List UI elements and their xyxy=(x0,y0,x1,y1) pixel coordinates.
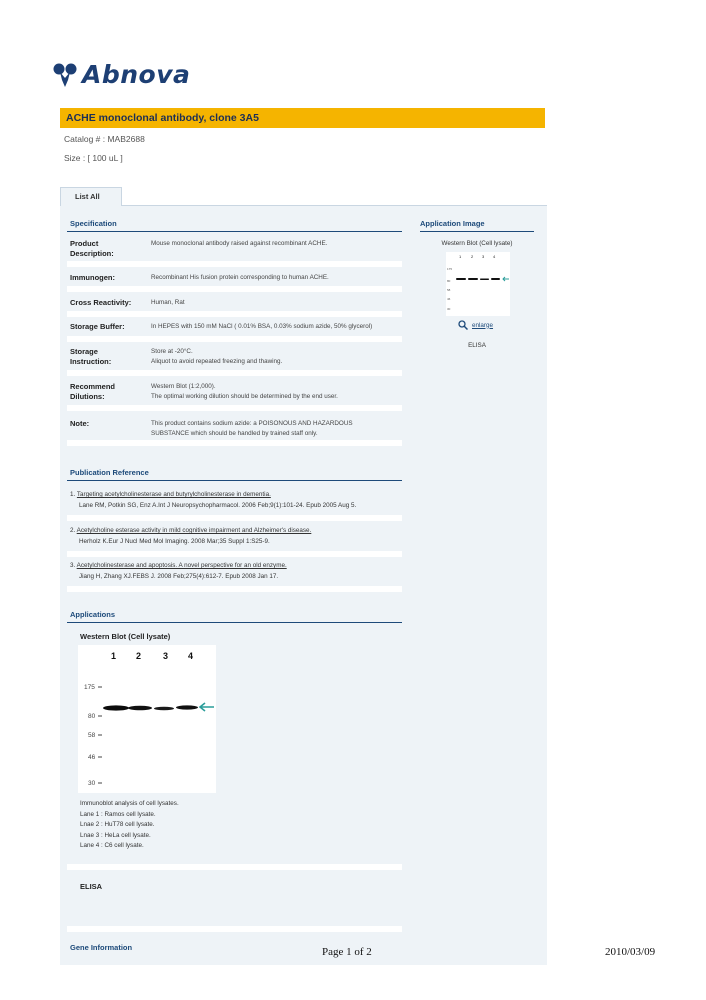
western-blot-title: Western Blot (Cell lysate) xyxy=(80,632,171,641)
application-image-divider xyxy=(420,231,534,232)
publication-num: 1. xyxy=(70,491,76,498)
publication-item xyxy=(70,525,405,547)
enlarge-link[interactable] xyxy=(458,320,493,330)
immuno-line: Immunoblot analysis of cell lysates. xyxy=(80,800,179,807)
specification-divider xyxy=(67,231,402,232)
marker-58: 58 xyxy=(88,732,96,739)
spec-value-product-description: Mouse monoclonal antibody raised against recombinant ACHE. xyxy=(151,240,328,247)
spec-label-note: Note: xyxy=(70,419,90,428)
marker-46: 46 xyxy=(88,754,96,761)
row-separator xyxy=(67,261,402,267)
publication-citation: Jiang H, Zhang XJ.FEBS J. 2008 Feb;275(4):612-7. Epub 2008 Jan 17. xyxy=(79,573,279,580)
tab-list-all[interactable]: List All xyxy=(60,187,122,206)
publication-item xyxy=(70,560,405,582)
immuno-line: Lane 4 : C6 cell lysate. xyxy=(80,842,144,849)
publication-divider xyxy=(67,480,402,481)
row-separator xyxy=(67,515,402,521)
row-separator xyxy=(67,440,402,446)
row-separator xyxy=(67,370,402,376)
product-size: Size : [ 100 uL ] xyxy=(64,153,123,163)
publication-citation: Lane RM, Potkin SG, Enz A.Int J Neuropsychopharmacol. 2006 Feb;9(1):101-24. Epub 2005 Aug 5. xyxy=(79,502,357,509)
spec-label-immunogen: Immunogen: xyxy=(70,273,115,282)
lane-label-4: 4 xyxy=(188,651,194,661)
band-lane-3 xyxy=(154,707,174,711)
row-separator xyxy=(67,336,402,342)
band-lane-2 xyxy=(128,706,152,711)
band-lane-1 xyxy=(103,705,129,710)
application-image-caption: Western Blot (Cell lysate) xyxy=(441,240,513,247)
specification-heading: Specification xyxy=(70,219,117,228)
band-arrow-icon xyxy=(200,703,214,711)
spec-value-storage-buffer: In HEPES with 150 mM NaCl ( 0.01% BSA, 0.03% sodium azide, 50% glycerol) xyxy=(151,323,373,330)
thumb-lane-3: 3 xyxy=(482,254,485,259)
thumb-lane-1: 1 xyxy=(459,254,462,259)
catalog-number: Catalog # : MAB2688 xyxy=(64,134,145,144)
abnova-logo xyxy=(52,60,190,89)
thumb-lane-4: 4 xyxy=(493,254,496,259)
row-separator xyxy=(67,926,402,932)
print-date: 2010/03/09 xyxy=(605,946,656,958)
spec-label-cross-reactivity: Cross Reactivity: xyxy=(70,298,132,307)
row-separator xyxy=(67,551,402,557)
lane-label-3: 3 xyxy=(163,651,169,661)
publication-num: 2. xyxy=(70,527,76,534)
enlarge-label: enlarge xyxy=(472,321,494,329)
immunoblot-description xyxy=(80,799,179,852)
thumb-marker-175: 175 xyxy=(447,267,453,271)
elisa-heading: ELISA xyxy=(80,882,103,891)
lane-label-2: 2 xyxy=(136,651,142,661)
publication-title-link[interactable]: Targeting acetylcholinesterase and butyrylcholinesterase in dementia. xyxy=(76,491,271,498)
row-separator xyxy=(67,405,402,411)
western-blot-thumbnail[interactable] xyxy=(446,252,510,316)
publication-title-link[interactable]: Acetylcholinesterase and apoptosis. A novel perspective for an old enzyme. xyxy=(76,562,287,569)
spec-label-storage-instruction: Storage Instruction: xyxy=(70,347,112,366)
application-image-elisa[interactable]: ELISA xyxy=(468,342,486,349)
thumb-band-1 xyxy=(456,278,466,280)
row-separator xyxy=(67,286,402,292)
applications-divider xyxy=(67,622,402,623)
thumb-marker-46: 46 xyxy=(447,297,451,301)
logo-text: Abnova xyxy=(82,60,191,89)
thumb-arrow-icon xyxy=(503,277,509,281)
immuno-line: Lnae 2 : HuT78 cell lysate. xyxy=(80,821,155,828)
application-image-heading: Application Image xyxy=(420,219,485,228)
thumb-band-4 xyxy=(491,278,500,280)
band-lane-4 xyxy=(176,705,198,709)
thumb-marker-30: 30 xyxy=(447,307,451,311)
publication-citation: Herholz K.Eur J Nucl Med Mol Imaging. 2008 Mar;35 Suppl 1:S25-9. xyxy=(79,538,270,545)
row-separator xyxy=(67,311,402,317)
immuno-line: Lane 1 : Ramos cell lysate. xyxy=(80,810,156,818)
marker-80: 80 xyxy=(88,713,96,720)
immuno-line: Lnae 3 : HeLa cell lysate. xyxy=(80,831,151,839)
abnova-y-logo-icon xyxy=(52,62,78,88)
thumb-marker-58: 58 xyxy=(447,288,451,292)
row-separator xyxy=(67,586,402,592)
applications-heading: Applications xyxy=(70,610,116,619)
thumb-band-2 xyxy=(468,278,478,280)
marker-30: 30 xyxy=(88,780,96,787)
publication-num: 3. xyxy=(70,562,76,569)
publication-heading: Publication Reference xyxy=(70,468,149,477)
lane-label-1: 1 xyxy=(111,651,117,661)
spec-value-recommend-dilutions: Western Blot (1:2,000). The optimal working dilution should be determined by the end user. xyxy=(151,383,338,400)
publication-title-link[interactable]: Acetylcholine esterase activity in mild cognitive impairment and Alzheimer's disease. xyxy=(76,527,312,534)
product-title: ACHE monoclonal antibody, clone 3A5 xyxy=(60,108,545,128)
spec-label-storage-buffer: Storage Buffer: xyxy=(70,322,125,331)
marker-175: 175 xyxy=(84,684,95,691)
spec-label-recommend-dilutions: Recommend Dilutions: xyxy=(70,382,116,401)
spec-value-storage-instruction: Store at -20°C. Aliquot to avoid repeated freezing and thawing. xyxy=(151,348,283,365)
page-number: Page 1 of 2 xyxy=(322,946,372,958)
thumb-lane-2: 2 xyxy=(471,254,474,259)
row-separator xyxy=(67,864,402,870)
publication-item xyxy=(70,489,405,511)
spec-value-cross-reactivity: Human, Rat xyxy=(151,299,185,306)
spec-label-product-description: Product Description: xyxy=(70,239,114,258)
gene-information-heading: Gene Information xyxy=(70,943,133,952)
thumb-marker-80: 80 xyxy=(447,279,451,283)
spec-value-note: This product contains sodium azide: a POISONOUS AND HAZARDOUS SUBSTANCE which should be handled by trained staff only. xyxy=(151,420,353,437)
magnifier-icon xyxy=(458,320,468,330)
spec-value-immunogen: Recombinant His fusion protein corresponding to human ACHE. xyxy=(151,274,329,281)
thumb-band-3 xyxy=(480,279,489,281)
western-blot-image xyxy=(78,645,216,793)
